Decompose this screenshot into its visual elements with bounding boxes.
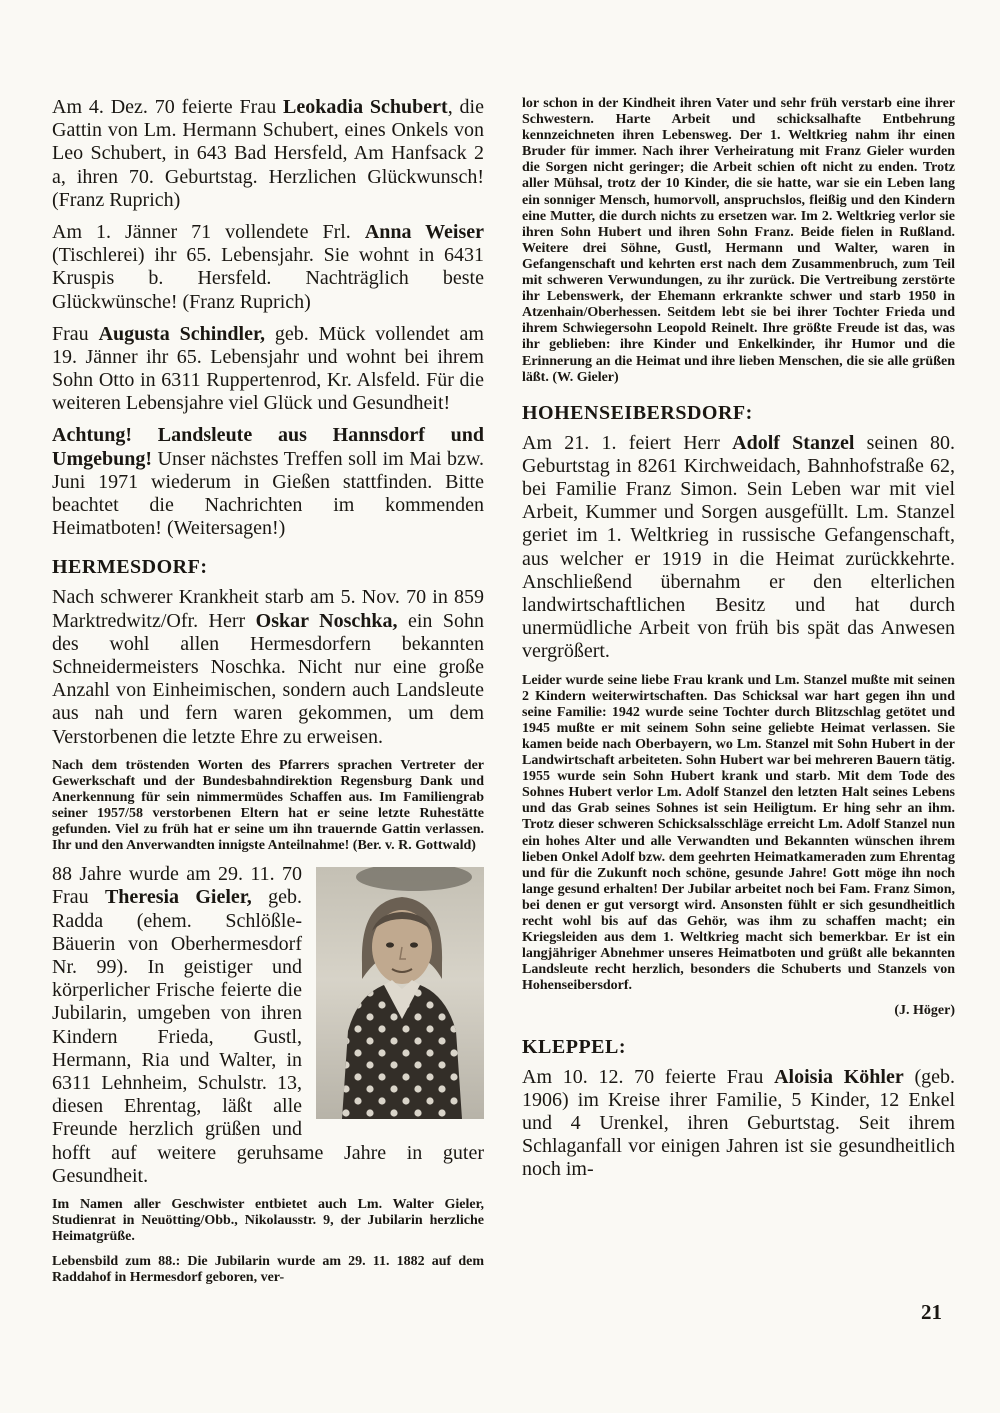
notice-hannsdorf-treffen: Achtung! Landsleute aus Hannsdorf und Umgebung! Unser nächstes Treffen soll im Mai bzw. Juni 1971 wiederum in Gießen stattfinden. Bitte beachtet die Nachrichten im kommenden Heimatboten! (Weitersagen!) <box>52 424 484 540</box>
article-oskar-noschka: Nach schwerer Krankheit starb am 5. Nov. 70 in 859 Marktredwitz/Ofr. Herr Oskar Noschka, ein Sohn des wohl allen Hermesdorfern bekannten Schneidermeisters Noschka. Nicht nur eine große Anzahl von Einheimischen, sondern auch Landsleute aus nah und fern waren gekommen, um dem Verstorbenen die letzte Ehre zu erweisen. <box>52 586 484 748</box>
article-aloisia-koehler: Am 10. 12. 70 feierte Frau Aloisia Köhler (geb. 1906) im Kreise ihrer Familie, 5 Kinder, 12 Enkel und 4 Urenkel, ihren Geburtstag. Seit ihrem Schlaganfall vor einigen Jahren ist sie gesundheitlich noch im- <box>522 1065 955 1181</box>
portrait-illustration <box>316 867 484 1119</box>
heading-kleppel: KLEPPEL: <box>522 1035 627 1058</box>
heading-hermesdorf: HERMESDORF: <box>52 556 208 579</box>
article-adolf-stanzel: Am 21. 1. feiert Herr Adolf Stanzel seinen 80. Geburtstag in 8261 Kirchweidach, Bahnhofstraße 62, bei Familie Franz Simon. Sein Leben war mit viel Arbeit, Kummer und Sorgen ausgefüllt. Lm. Stanzel geriet im 1. Weltkrieg in russische Gefangenschaft, aus welcher er 1919 in die Heimat zurückkehrte. Anschließend übernahm er den elterlichen landwirtschaftlichen Besitz und hat durch unermüdliche Arbeit von früh bis spät das Anwesen vergrößert. <box>522 431 956 663</box>
heading-hohenseibersdorf: HOHENSEIBERSDORF: <box>522 401 753 424</box>
left-column <box>52 96 484 1295</box>
article-noschka-detail: Nach dem tröstenden Worten des Pfarrers sprachen Vertreter der Gewerkschaft und der Bundesbahndirektion Regensburg Dank und Anerkennung für sein nimmermüdes Schaffen aus. Im Familiengrab seiner 1957/58 verstorbenen Eltern hat er seine letzte Ruhestätte gefunden. Viel zu früh hat er seine um ihn trauernde Gattin verlassen. Ihr und den Anverwandten innigste Anteilnahme! (Ber. v. R. Gottwald) <box>52 757 484 854</box>
portrait-photo-theresia-gieler <box>316 867 484 1119</box>
article-leokadia-schubert: Am 4. Dez. 70 feierte Frau Leokadia Schubert, die Gattin von Lm. Hermann Schubert, eines Onkels von Leo Schubert, in 643 Bad Hersfeld, Am Hanfsack 2 a, ihren 70. Geburtstag. Herzlichen Glückwunsch! (Franz Ruprich) <box>52 96 484 211</box>
article-anna-weiser: Am 1. Jänner 71 vollendete Frl. Anna Weiser (Tischlerei) ihr 65. Lebensjahr. Sie wohnt in 6431 Kruspis b. Hersfeld. Nachträglich beste Glückwünsche! (Franz Ruprich) <box>52 220 485 313</box>
byline-hoeger: (J. Höger) <box>894 1003 955 1019</box>
article-lebensbild-88: Lebensbild zum 88.: Die Jubilarin wurde am 29. 11. 1882 auf dem Raddahof in Hermesdorf geboren, ver- <box>52 1254 484 1286</box>
article-theresia-gieler <box>52 863 484 1188</box>
article-theresia-gieler-text: 88 Jahre wurde am 29. 11. 70 Frau Theresia Gieler, geb. Radda (ehem. Schlößle-Bäuerin von Oberhermesdorf Nr. 99). In geistiger und körperlicher Frische feierte die Jubilarin, umgeben von ihren Kindern Frieda, Gustl, Hermann, Ria und Walter, in 6311 Lehnheim, Schulstr. 13, diesen Ehrentag, läßt alle Freunde herzlich grüßen und hofft auf weitere geruhsame Jahre in guter Gesundheit. <box>52 863 484 1187</box>
article-lebensbild-continued: lor schon in der Kindheit ihren Vater und sehr früh verstarb eine ihrer Schwestern. Harte Arbeit und schicksalhafte Entbehrung kennzeichneten ihren Lebensweg. Der 1. Weltkrieg nahm ihr einen Bruder für immer. Nach ihrer Verheiratung mit Franz Gieler wurden die Sorgen nicht geringer; die Arbeit schien oft nicht zu enden. Trotz aller Mühsal, trotz der 10 Kinder, die sie hatte, war sie ein Leben lang ein sonniger Mensch, humorvoll, anspruchslos, fleißig und den Kindern eine Mutter, die durch nichts zu ersetzen war. Im 2. Weltkrieg verlor sie ihren Sohn Hubert und ihren Sohn Franz. Beide fielen in Rußland. Weitere drei Söhne, Gustl, Hermann und Walter, waren in Gefangenschaft und kehrten erst nach dem Zusammenbruch, zum Teil mit schweren Verwundungen, zu ihr zurück. Die Vertreibung zerstörte ihr Lebenswerk, der Ehemann erkrankte schwer und starb 1950 in Atzenhain/Oberhessen. Seitdem lebt sie bei ihrer Tochter Frieda und ihrem Schwiegersohn Leopold Reinelt. Ihre größte Freude ist das, was ihr geblieben: ihre Kinder und Enkelkinder, ihr Humor und die Erinnerung an die Heimat und ihre lieben Menschen, die sie alle grüßen läßt. (W. Gieler) <box>522 96 955 385</box>
right-column <box>522 96 955 1295</box>
column-layout <box>52 96 955 1295</box>
page-number: 21 <box>921 1300 942 1324</box>
article-stanzel-detail: Leider wurde seine liebe Frau krank und Lm. Stanzel mußte mit seinen 2 Kindern weiterwirtschaften. Das Schicksal war hart gegen ihn und seine Familie: 1942 wurde seine Tochter durch Blitzschlag getötet und 1945 mußte er mit seinem Sohn seine geliebte Heimat verlassen. Sie kamen beide nach Oberbayern, wo Lm. Stanzel mit Sohn Hubert in der Landwirtschaft arbeiteten. Sohn Hubert war bei mehreren Bauern tätig. 1955 wurde sein Sohn Hubert krank und starb. Mit dem Tode des Sohnes Hubert verlor Lm. Adolf Stanzel den letzten Halt seines Lebens und das Grab seines Sohnes ist sein Heiligtum. Er hing sehr an ihm. Trotz dieser schweren Schicksalsschläge erreicht Lm. Adolf Stanzel nun ein hohes Alter und alle Verwandten und Bekannten wünschen ihrem lieben Onkel Adolf bzw. dem geehrten Heimatkameraden zum Ehrentag und für die Zukunft noch schöne, gesunde Jahre! Gott möge ihn noch lange gesund erhalten! Der Jubilar arbeitet noch bei Fam. Franz Simon, bei denen er gut versorgt wird. Ansonsten fühlt er sich gesundheitlich recht wohl bis auf das Gehör, was ihm zu schaffen macht; ein Kriegsleiden aus dem 1. Weltkrieg macht sich bemerkbar. Er ist ein langjähriger Abnehmer unseres Heimatboten und grüßt alle bekannten Landsleute recht herzlich, besonders die Schuberts und Stanzels von Hohenseibersdorf. <box>522 672 955 994</box>
article-augusta-schindler: Frau Augusta Schindler, geb. Mück vollendet am 19. Jänner ihr 65. Lebensjahr und wohnt bei ihrem Sohn Otto in 6311 Ruppertenrod, Kr. Alsfeld. Für die weiteren Lebensjahre viel Glück und Gesundheit! <box>52 322 484 415</box>
note-gieler-greetings: Im Namen aller Geschwister entbietet auch Lm. Walter Gieler, Studienrat in Neuötting/Obb., Nikolausstr. 9, der Jubilarin herzliche Heimatgrüße. <box>52 1196 484 1245</box>
